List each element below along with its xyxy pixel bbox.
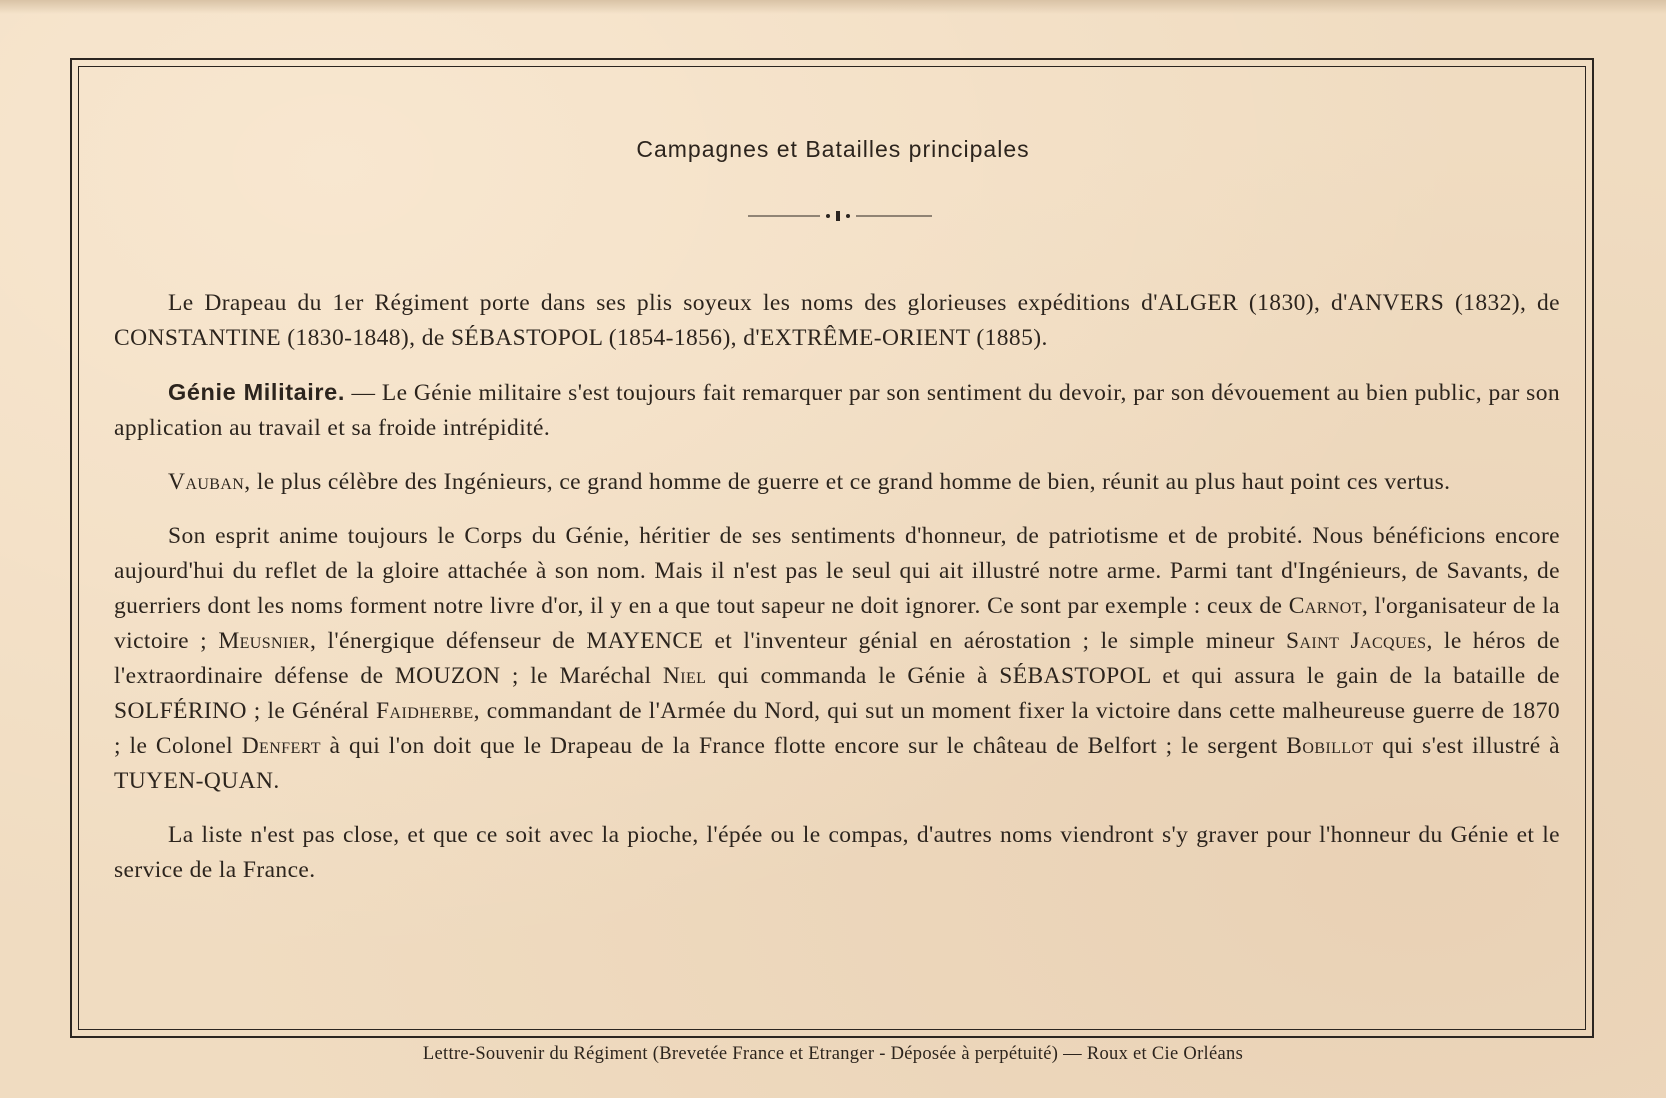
ornament-divider-icon [748, 208, 932, 224]
paragraph-text: , le plus célèbre des Ingénieurs, ce grand homme de guerre et ce grand homme de bien, réunit au plus haut point ces vertus. [244, 469, 1451, 495]
paragraph-text: , commandant de l'Armée du Nord, qui sut un moment fixer la victoire dans cette malheureuse guerre de 1870 ; le Colonel [114, 698, 1560, 759]
person-name: Saint Jacques [1286, 628, 1427, 654]
person-name: Vauban [168, 469, 245, 495]
paragraph-vauban [114, 465, 1560, 500]
paragraph-text: — Le Génie militaire s'est toujours fait remarquer par son sentiment du devoir, par son dévouement au bien public, par son application au travail et sa froide intrépidité. [114, 380, 1560, 441]
paragraph-text: , l'organisateur de la victoire ; [114, 593, 1561, 654]
paragraph-engineers [114, 519, 1560, 799]
paragraph-flag: Le Drapeau du 1er Régiment porte dans ses plis soyeux les noms des glorieuses expéditions d'ALGER (1830), d'ANVERS (1832), de CONSTANTINE (1830-1848), de SÉBASTOPOL (1854-1856), d'EXTRÊME-ORIENT (1885). [114, 290, 1560, 351]
section-lead: Génie Militaire. [168, 379, 345, 405]
person-name: Faidherbe [376, 698, 474, 724]
paragraph-genie-militaire [114, 375, 1560, 446]
page-title: Campagnes et Batailles principales [636, 136, 1030, 162]
paragraph-closing: La liste n'est pas close, et que ce soit avec la pioche, l'épée ou le compas, d'autres noms viendront s'y graver pour l'honneur du Génie et le service de la France. [114, 822, 1560, 883]
person-name: Carnot [1288, 593, 1362, 619]
publisher-footer: Lettre-Souvenir du Régiment (Brevetée France et Etranger - Déposée à perpétuité) — Roux et Cie Orléans [422, 1044, 1244, 1064]
paragraph-text: , le héros de l'extraordinaire défense de MOUZON ; le Maréchal [114, 628, 1560, 689]
paragraph-text: qui commanda le Génie à SÉBASTOPOL et qui assura le gain de la bataille de SOLFÉRINO ; le Général [114, 663, 1561, 724]
person-name: Bobillot [1286, 733, 1374, 759]
person-name: Meusnier [218, 628, 310, 654]
person-name: Niel [662, 663, 707, 689]
body-text [114, 286, 1560, 907]
paper-edge [0, 0, 1666, 14]
person-name: Denfert [241, 733, 321, 759]
paragraph-text: à qui l'on doit que le Drapeau de la France flotte encore sur le château de Belfort ; le sergent [320, 733, 1287, 759]
paragraph-text: , l'énergique défenseur de MAYENCE et l'inventeur génial en aérostation ; le simple mineur [309, 628, 1286, 654]
paragraph-text: Son esprit anime toujours le Corps du Génie, héritier de ses sentiments d'honneur, de patriotisme et de probité. Nous bénéficions encore aujourd'hui du reflet de la gloire attachée à son nom. Mais il n'est pas le seul qui ait illustré notre arme. Parmi tant d'Ingénieurs, de Savants, de guerriers dont les noms forment notre livre d'or, il y en a que tout sapeur ne doit ignorer. Ce sont par exemple : ceux de [114, 523, 1560, 619]
paragraph-text: qui s'est illustré à TUYEN-QUAN. [114, 733, 1560, 794]
